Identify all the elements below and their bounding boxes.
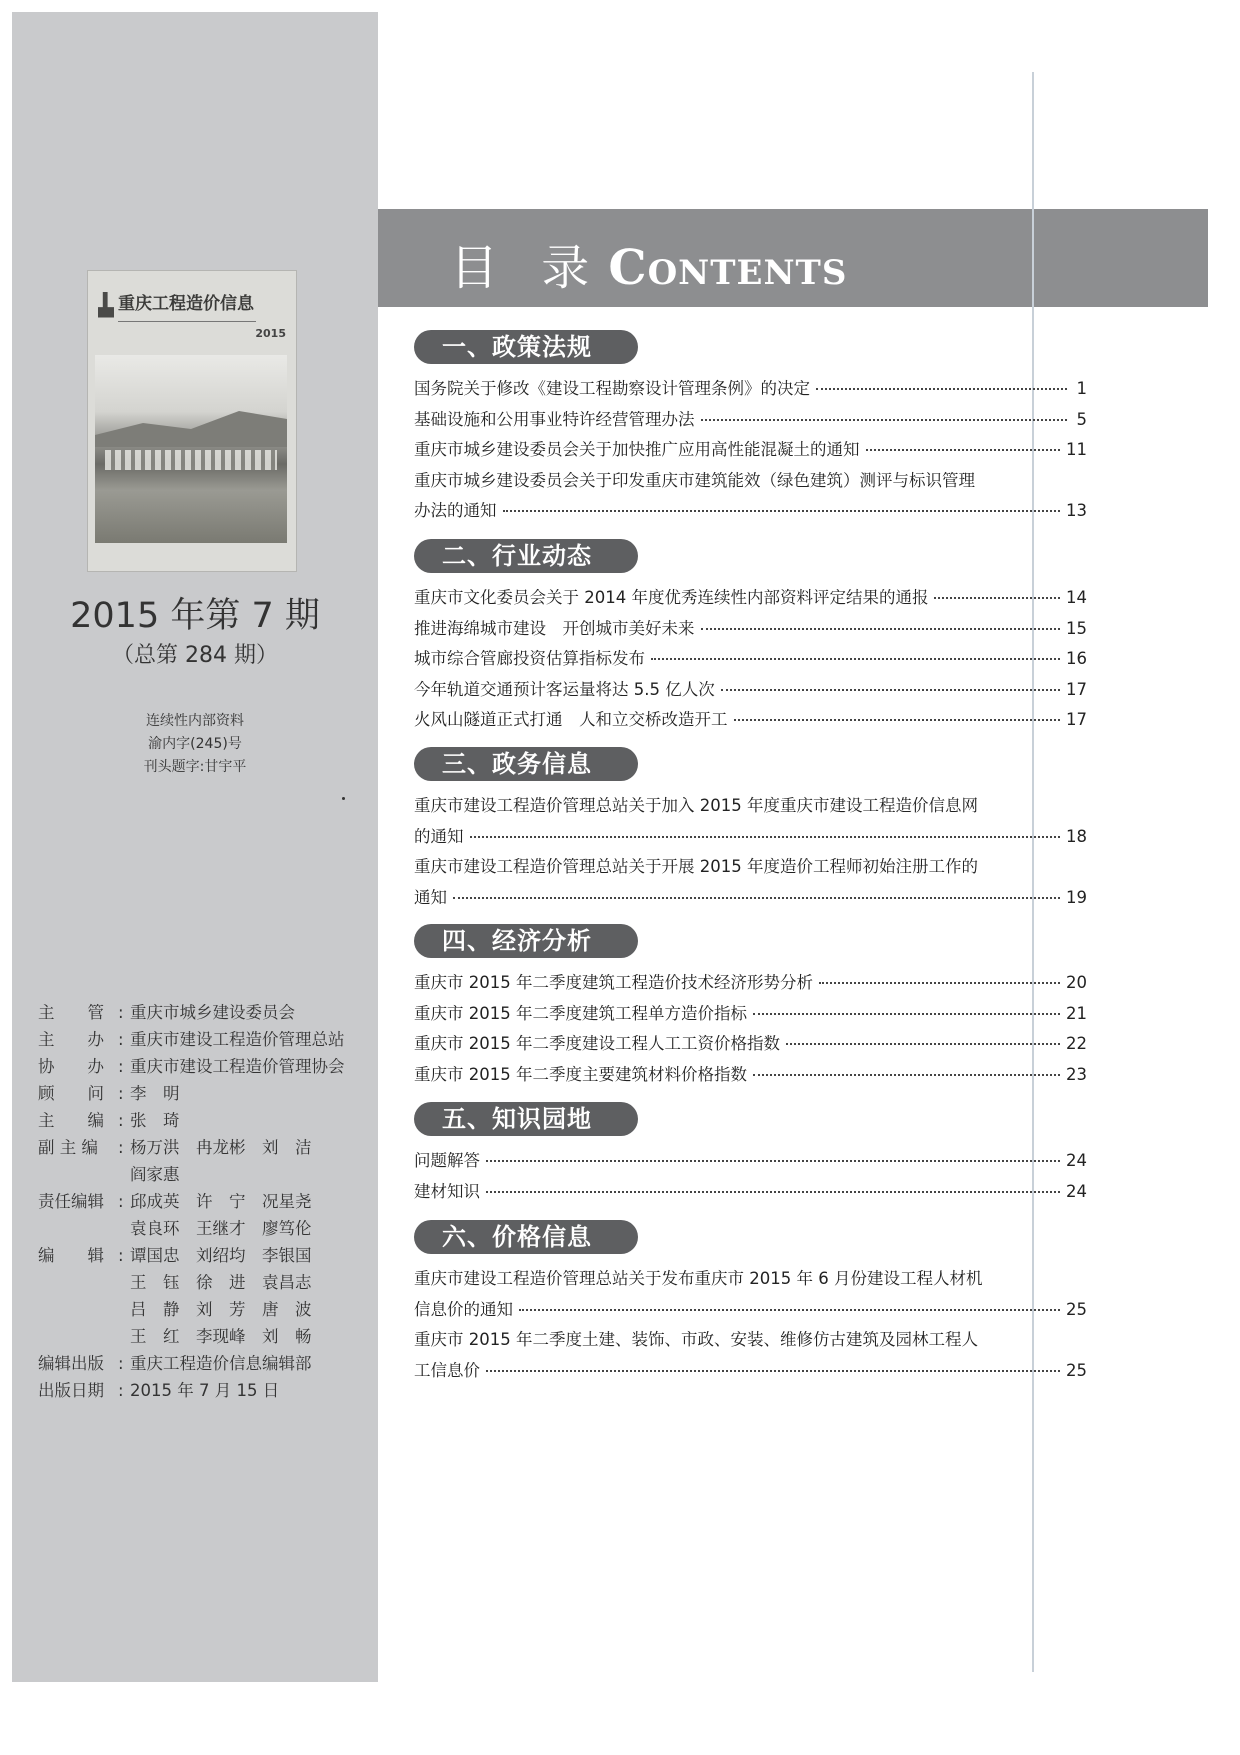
toc-page-number: 24 <box>1066 1181 1087 1201</box>
credit-row <box>38 1296 345 1323</box>
credit-label <box>38 1269 118 1296</box>
section-heading: 五、知识园地 <box>414 1102 638 1136</box>
toc-entry[interactable] <box>414 883 1087 913</box>
toc-entry-title: 城市综合管廊投资估算指标发布 <box>414 649 645 668</box>
speck <box>342 797 345 800</box>
contents-title-en: Contents <box>608 240 848 296</box>
dot-leader <box>819 981 1060 984</box>
cover-thumbnail <box>87 270 297 572</box>
credit-value: 重庆市建设工程造价管理总站 <box>130 1030 345 1049</box>
toc-entry[interactable] <box>414 1060 1087 1090</box>
toc-entry-title: 重庆市文化委员会关于 2014 年度优秀连续性内部资料评定结果的通报 <box>414 588 929 607</box>
toc-entry[interactable] <box>414 644 1087 674</box>
magazine-name: 重庆工程造价信息 <box>118 294 254 314</box>
contents-title <box>450 229 847 298</box>
credit-colon <box>118 1323 128 1350</box>
toc-page-number: 18 <box>1066 826 1087 846</box>
credit-value: 2015 年 7 月 15 日 <box>130 1381 280 1400</box>
dot-leader <box>486 1159 1060 1162</box>
masthead-credits <box>38 999 345 1404</box>
credit-value: 重庆工程造价信息编辑部 <box>130 1354 312 1373</box>
credit-value: 吕 静 刘 芳 唐 波 <box>130 1300 312 1319</box>
section-heading: 一、政策法规 <box>414 330 638 364</box>
sidebar <box>12 12 378 1682</box>
credit-label <box>38 1161 118 1188</box>
toc-page-number: 24 <box>1066 1151 1087 1170</box>
toc-entry-title: 建材知识 <box>414 1181 480 1201</box>
cover-year: 2015 <box>255 327 286 340</box>
credit-label: 责任编辑 <box>38 1192 104 1211</box>
toc-page-number: 25 <box>1066 1299 1087 1319</box>
dot-leader <box>486 1190 1060 1193</box>
credit-colon: : <box>118 1030 124 1049</box>
credit-row <box>38 1269 345 1296</box>
section-heading: 四、经济分析 <box>414 924 638 958</box>
toc-page-number: 19 <box>1066 887 1087 907</box>
cover-photo <box>95 355 287 543</box>
credit-label: 出版日期 <box>38 1381 104 1400</box>
logo-mark-icon <box>98 292 114 318</box>
toc-page-number: 14 <box>1066 588 1087 607</box>
toc-entry-title: 重庆市 2015 年二季度土建、装饰、市政、安装、维修仿古建筑及园林工程人 <box>414 1330 978 1349</box>
credit-label: 副 主 编 <box>38 1138 98 1157</box>
toc-entry[interactable] <box>414 822 1087 852</box>
toc-entry[interactable] <box>414 374 1087 404</box>
credit-row <box>38 1215 345 1242</box>
credit-colon: : <box>118 1138 124 1157</box>
toc-page-number: 1 <box>1076 379 1087 398</box>
credit-value: 杨万洪 冉龙彬 刘 洁 <box>130 1138 312 1157</box>
toc-entry-title: 推进海绵城市建设 开创城市美好未来 <box>414 618 695 638</box>
dot-leader <box>753 1073 1060 1076</box>
credit-colon: : <box>118 1246 124 1265</box>
credit-value: 李 明 <box>130 1084 180 1103</box>
toc-entry[interactable] <box>414 614 1087 644</box>
contents-header <box>378 209 1208 307</box>
toc-entry[interactable] <box>414 705 1087 735</box>
credit-value: 阎家惠 <box>130 1165 180 1184</box>
toc-entry[interactable] <box>414 1264 1087 1294</box>
credit-colon <box>118 1161 128 1188</box>
credit-value: 王 钰 徐 进 袁昌志 <box>130 1273 312 1292</box>
dot-leader <box>486 1369 1060 1372</box>
credit-row <box>38 1323 345 1350</box>
credit-label: 协 办 <box>38 1057 104 1076</box>
toc-entry-title: 重庆市建设工程造价管理总站关于发布重庆市 2015 年 6 月份建设工程人材机 <box>414 1269 983 1288</box>
toc-page-number: 17 <box>1066 679 1087 699</box>
toc-entry-title: 重庆市 2015 年二季度建筑工程单方造价指标 <box>414 1003 747 1023</box>
credit-row <box>38 1377 345 1404</box>
credit-value: 重庆市建设工程造价管理协会 <box>130 1057 345 1076</box>
toc-entry-title: 重庆市建设工程造价管理总站关于加入 2015 年度重庆市建设工程造价信息网 <box>414 796 978 815</box>
toc-entry-title: 重庆市建设工程造价管理总站关于开展 2015 年度造价工程师初始注册工作的 <box>414 857 978 876</box>
toc-entry[interactable] <box>414 466 1087 496</box>
credit-row <box>38 1134 345 1161</box>
toc-entry-title: 重庆市 2015 年二季度建设工程人工工资价格指数 <box>414 1034 780 1053</box>
credit-value: 重庆市城乡建设委员会 <box>130 1003 295 1022</box>
toc-page-number: 21 <box>1066 1003 1087 1023</box>
toc-entry[interactable] <box>414 583 1087 613</box>
dot-leader <box>701 418 1068 421</box>
toc-entry-title: 工信息价 <box>414 1360 480 1380</box>
toc-entry-title: 国务院关于修改《建设工程勘察设计管理条例》的决定 <box>414 379 810 398</box>
toc-entry[interactable] <box>414 1146 1087 1176</box>
credit-row <box>38 1026 345 1053</box>
credit-colon: : <box>118 1192 124 1211</box>
section-heading: 二、行业动态 <box>414 539 638 573</box>
toc-entry[interactable] <box>414 968 1087 998</box>
credit-value: 张 琦 <box>130 1111 180 1130</box>
credit-colon <box>118 1215 128 1242</box>
credit-colon: : <box>118 1084 124 1103</box>
toc-entry-title: 重庆市城乡建设委员会关于加快推广应用高性能混凝土的通知 <box>414 440 860 459</box>
dot-leader <box>651 657 1060 660</box>
toc-page-number: 20 <box>1066 973 1087 992</box>
cover-hill <box>95 407 287 447</box>
toc-entry-title: 问题解答 <box>414 1151 480 1170</box>
dot-leader <box>721 688 1060 691</box>
credit-row <box>38 1161 345 1188</box>
issue-title: 2015 年第 7 期 <box>70 596 320 636</box>
section-heading: 三、政务信息 <box>414 747 638 781</box>
credit-label: 主 管 <box>38 1003 104 1022</box>
contents-title-cn: 目 录 <box>450 240 604 296</box>
credit-label: 主 办 <box>38 1030 104 1049</box>
toc-entry-title: 今年轨道交通预计客运量将达 5.5 亿人次 <box>414 679 715 699</box>
toc-page-number: 16 <box>1066 649 1087 668</box>
credit-label <box>38 1323 118 1350</box>
toc-entry[interactable] <box>414 496 1087 526</box>
credit-row <box>38 999 345 1026</box>
credit-colon: : <box>118 1003 124 1022</box>
magazine-logo <box>98 289 288 319</box>
credit-label: 编 辑 <box>38 1246 104 1265</box>
toc-entry[interactable] <box>414 1325 1087 1355</box>
credit-row <box>38 1080 345 1107</box>
toc-entry[interactable] <box>414 435 1087 465</box>
dot-leader <box>701 627 1061 630</box>
toc-page-number: 22 <box>1066 1034 1087 1053</box>
toc-entry-title: 基础设施和公用事业特许经营管理办法 <box>414 409 695 429</box>
credit-label: 顾 问 <box>38 1084 104 1103</box>
registration-line: 渝内字(245)号 <box>148 736 242 752</box>
toc-entry[interactable] <box>414 675 1087 705</box>
credit-value: 王 红 李现峰 刘 畅 <box>130 1327 312 1346</box>
credit-label <box>38 1215 118 1242</box>
toc-entry-title: 重庆市城乡建设委员会关于印发重庆市建筑能效（绿色建筑）测评与标识管理 <box>414 470 975 490</box>
toc-entry-title: 的通知 <box>414 826 464 846</box>
credit-row <box>38 1107 345 1134</box>
toc-entry-title: 信息价的通知 <box>414 1299 513 1319</box>
dot-leader <box>453 896 1060 899</box>
cover-rule <box>118 321 256 326</box>
credit-value: 谭国忠 刘绍均 李银国 <box>130 1246 312 1265</box>
dot-leader <box>753 1012 1060 1015</box>
toc-page-number: 13 <box>1066 501 1087 520</box>
credit-label: 主 编 <box>38 1111 104 1130</box>
toc-page-number: 25 <box>1066 1360 1087 1380</box>
credit-colon: : <box>118 1381 124 1400</box>
toc-entry[interactable] <box>414 1356 1087 1386</box>
dot-leader <box>519 1308 1060 1311</box>
issue-total: （总第 284 期） <box>112 643 278 668</box>
credit-colon: : <box>118 1057 124 1076</box>
toc-page-number: 23 <box>1066 1064 1087 1084</box>
credit-row <box>38 1350 345 1377</box>
toc-entry[interactable] <box>414 1295 1087 1325</box>
toc-entry-title: 办法的通知 <box>414 501 497 520</box>
dot-leader <box>470 835 1061 838</box>
toc-entry[interactable] <box>414 1177 1087 1207</box>
dot-leader <box>503 509 1061 512</box>
credit-label: 编辑出版 <box>38 1354 104 1373</box>
dot-leader <box>934 596 1060 599</box>
credit-row <box>38 1053 345 1080</box>
section-heading: 六、价格信息 <box>414 1220 638 1254</box>
registration-line: 刊头题字:甘宇平 <box>143 759 247 775</box>
toc-entry[interactable] <box>414 791 1087 821</box>
credit-row <box>38 1188 345 1215</box>
contents-page <box>12 12 1208 1682</box>
dot-leader <box>786 1042 1060 1045</box>
toc-entry[interactable] <box>414 999 1087 1029</box>
credit-row <box>38 1242 345 1269</box>
credit-label <box>38 1296 118 1323</box>
toc-entry-title: 重庆市 2015 年二季度主要建筑材料价格指数 <box>414 1064 747 1084</box>
toc-entry-title: 火风山隧道正式打通 人和立交桥改造开工 <box>414 710 728 729</box>
toc-entry-title: 通知 <box>414 887 447 907</box>
dot-leader <box>816 387 1067 390</box>
toc-page-number: 11 <box>1066 440 1087 459</box>
toc-entry[interactable] <box>414 405 1087 435</box>
credit-value: 邱成英 许 宁 况星尧 <box>130 1192 312 1211</box>
cover-village <box>105 450 277 470</box>
toc-page-number: 15 <box>1066 618 1087 638</box>
toc-page-number: 17 <box>1066 710 1087 729</box>
toc-entry-title: 重庆市 2015 年二季度建筑工程造价技术经济形势分析 <box>414 973 813 992</box>
registration-line: 连续性内部资料 <box>146 713 244 729</box>
credit-colon: : <box>118 1111 124 1130</box>
credit-colon <box>118 1269 128 1296</box>
toc-entry[interactable] <box>414 1029 1087 1059</box>
dot-leader <box>734 718 1061 721</box>
credit-colon <box>118 1296 128 1323</box>
dot-leader <box>866 448 1061 451</box>
toc-page-number: 5 <box>1076 409 1087 429</box>
credit-colon: : <box>118 1354 124 1373</box>
credit-value: 袁良环 王继才 廖笃伦 <box>130 1219 312 1238</box>
toc-entry[interactable] <box>414 852 1087 882</box>
